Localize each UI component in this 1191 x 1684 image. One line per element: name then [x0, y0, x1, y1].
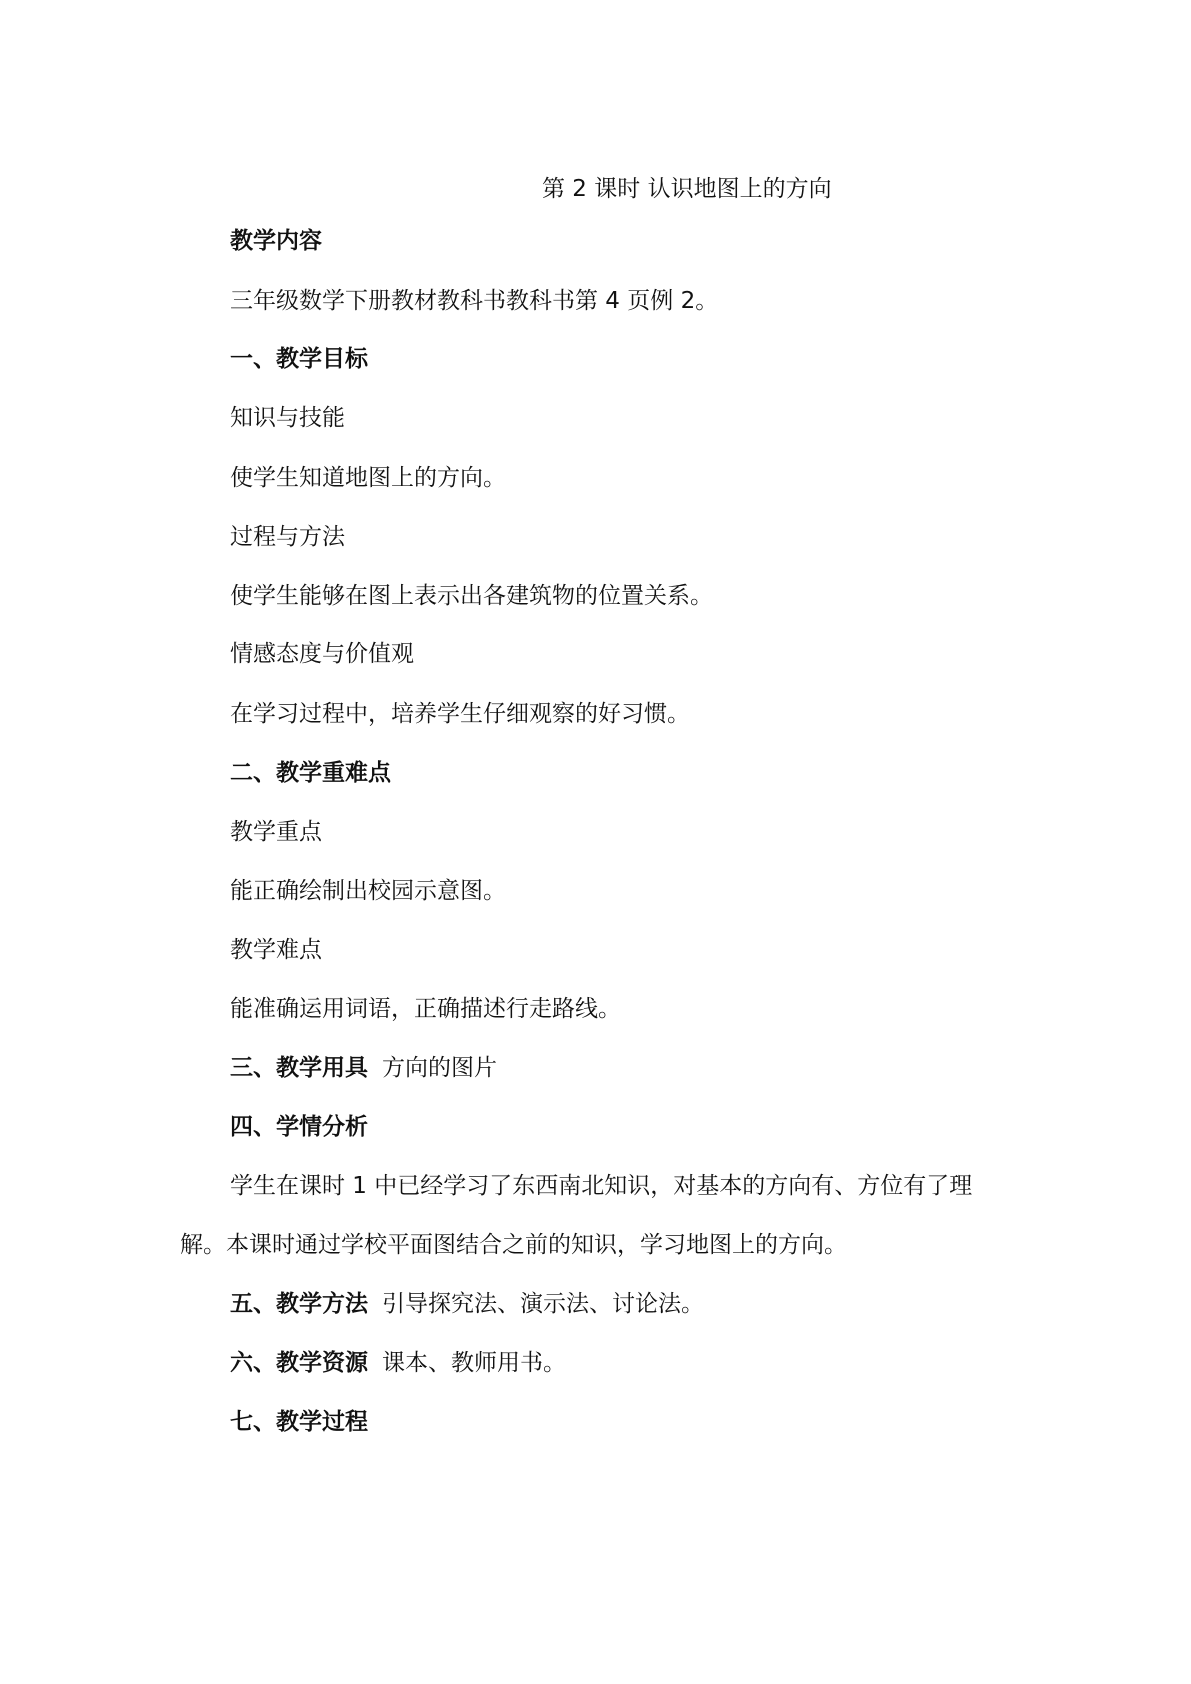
section-1-text-3: 在学习过程中，培养学生仔细观察的好习惯。 — [230, 701, 690, 727]
section-1-text-2: 使学生能够在图上表示出各建筑物的位置关系。 — [230, 583, 713, 609]
section-7-heading: 七、教学过程 — [230, 1409, 368, 1435]
section-1-sub-2: 过程与方法 — [230, 524, 345, 550]
section-1-sub-1: 知识与技能 — [230, 405, 345, 431]
page-title: 第 2 课时 认识地图上的方向 — [542, 176, 832, 202]
section-2-text-1: 能正确绘制出校园示意图。 — [230, 878, 506, 904]
section-6-line — [230, 1347, 566, 1379]
section-3-heading: 三、教学用具 — [230, 1055, 368, 1081]
content-heading: 教学内容 — [230, 228, 322, 254]
section-4-heading: 四、学情分析 — [230, 1114, 368, 1140]
section-5-text: 引导探究法、演示法、讨论法。 — [382, 1291, 704, 1317]
content-text: 三年级数学下册教材教科书教科书第 4 页例 2。 — [230, 288, 719, 314]
section-4-text-line-1: 学生在课时 1 中已经学习了东西南北知识，对基本的方向有、方位有了理 — [230, 1173, 973, 1199]
section-6-text: 课本、教师用书。 — [382, 1350, 566, 1376]
section-2-sub-1: 教学重点 — [230, 819, 322, 845]
section-4-text-line-2: 解。本课时通过学校平面图结合之前的知识，学习地图上的方向。 — [180, 1232, 847, 1258]
section-1-heading: 一、教学目标 — [230, 346, 368, 372]
section-2-heading: 二、教学重难点 — [230, 760, 391, 786]
section-5-heading: 五、教学方法 — [230, 1291, 368, 1317]
section-3-text: 方向的图片 — [382, 1055, 497, 1081]
section-3-line — [230, 1052, 497, 1084]
section-2-text-2: 能准确运用词语，正确描述行走路线。 — [230, 996, 621, 1022]
section-6-heading: 六、教学资源 — [230, 1350, 368, 1376]
section-1-text-1: 使学生知道地图上的方向。 — [230, 465, 506, 491]
section-5-line — [230, 1288, 704, 1320]
section-1-sub-3: 情感态度与价值观 — [230, 641, 414, 667]
section-2-sub-2: 教学难点 — [230, 937, 322, 963]
